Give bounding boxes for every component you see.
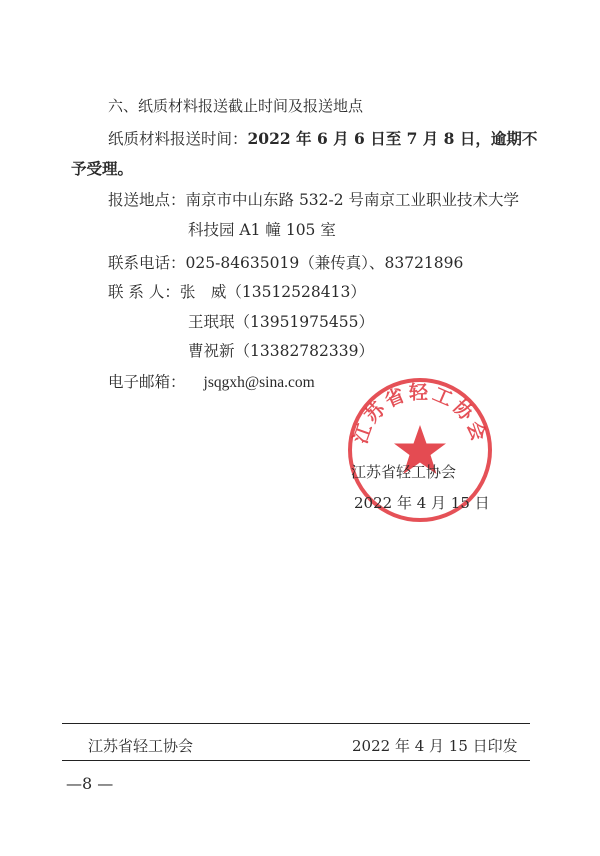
footer-top-rule	[62, 723, 530, 724]
signature-date: 2022 年 4 月 15 日	[354, 494, 490, 512]
section-heading: 六、纸质材料报送截止时间及报送地点	[108, 97, 364, 115]
contacts-row	[108, 282, 366, 302]
phone-value: 025-84635019（兼传真）、83721896	[185, 254, 464, 272]
contact-person-1: 张 威（13512528413）	[179, 283, 366, 301]
deadline-row	[108, 129, 537, 149]
email-value: jsqgxh@sina.com	[203, 374, 315, 391]
deadline-value: 2022 年 6 月 6 日至 7 月 8 日，逾期不	[247, 129, 538, 148]
footer-bottom-rule	[62, 760, 530, 761]
phone-row	[108, 253, 463, 273]
seal-text: 江苏省轻工协会	[349, 381, 491, 447]
email-label: 电子邮箱：	[108, 373, 186, 391]
phone-label: 联系电话：	[108, 254, 186, 272]
contact-person-3: 曹祝新（13382782339）	[188, 342, 374, 360]
signature-org: 江苏省轻工协会	[351, 463, 457, 481]
footer-org: 江苏省轻工协会	[88, 737, 194, 755]
deadline-label: 纸质材料报送时间：	[108, 130, 248, 148]
deadline-value-continued: 予受理。	[71, 159, 134, 178]
footer-issue-date: 2022 年 4 月 15 日印发	[352, 737, 518, 755]
email-row	[108, 372, 315, 393]
address-line2: 科技园 A1 幢 105 室	[188, 221, 336, 239]
contact-person-2: 王珉珉（13951975455）	[188, 313, 374, 331]
contacts-label: 联 系 人：	[108, 283, 180, 301]
address-row	[108, 190, 519, 210]
address-line1: 南京市中山东路 532-2 号南京工业职业技术大学	[185, 191, 520, 209]
page-number: —8 —	[66, 774, 114, 793]
address-label: 报送地点：	[108, 191, 186, 209]
